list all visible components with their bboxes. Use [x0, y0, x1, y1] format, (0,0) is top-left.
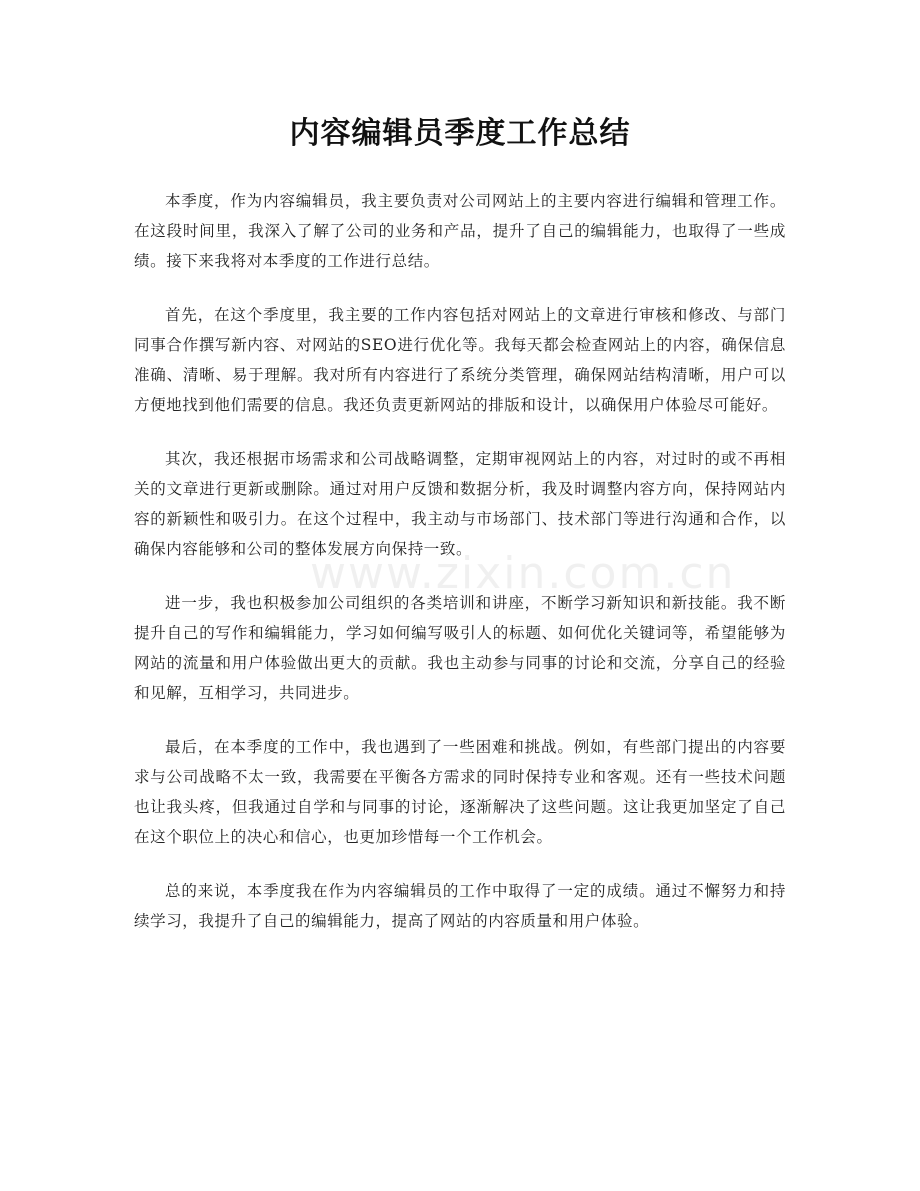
watermark-text: www.zixin.com.cn — [310, 548, 736, 599]
document-body — [134, 186, 786, 960]
paragraph-finally: 最后，在本季度的工作中，我也遇到了一些困难和挑战。例如，有些部门提出的内容要求与公司战略不太一致，我需要在平衡各方需求的同时保持专业和客观。还有一些技术问题也让我头疼，但我通过自学和与同事的讨论，逐渐解决了这些问题。这让我更加坚定了自己在这个职位上的决心和信心，也更加珍惜每一个工作机会。 — [134, 738, 786, 846]
paragraph-second: 其次，我还根据市场需求和公司战略调整，定期审视网站上的内容，对过时的或不再相关的文章进行更新或删除。通过对用户反馈和数据分析，我及时调整内容方向，保持网站内容的新颖性和吸引力。在这个过程中，我主动与市场部门、技术部门等进行沟通和合作，以确保内容能够和公司的整体发展方向保持一致。 — [134, 450, 786, 558]
paragraph-intro: 本季度，作为内容编辑员，我主要负责对公司网站上的主要内容进行编辑和管理工作。在这段时间里，我深入了解了公司的业务和产品，提升了自己的编辑能力，也取得了一些成绩。接下来我将对本季度的工作进行总结。 — [134, 192, 786, 270]
paragraph-further: 进一步，我也积极参加公司组织的各类培训和讲座，不断学习新知识和新技能。我不断提升自己的写作和编辑能力，学习如何编写吸引人的标题、如何优化关键词等，希望能够为网站的流量和用户体验做出更大的贡献。我也主动参与同事的讨论和交流，分享自己的经验和见解，互相学习，共同进步。 — [134, 594, 786, 702]
document-title: 内容编辑员季度工作总结 — [289, 116, 631, 151]
paragraph-summary: 总的来说，本季度我在作为内容编辑员的工作中取得了一定的成绩。通过不懈努力和持续学习，我提升了自己的编辑能力，提高了网站的内容质量和用户体验。 — [134, 882, 786, 930]
paragraph-first: 首先，在这个季度里，我主要的工作内容包括对网站上的文章进行审核和修改、与部门同事合作撰写新内容、对网站的SEO进行优化等。我每天都会检查网站上的内容，确保信息准确、清晰、易于理解。我对所有内容进行了系统分类管理，确保网站结构清晰，用户可以方便地找到他们需要的信息。我还负责更新网站的排版和设计，以确保用户体验尽可能好。 — [134, 306, 786, 414]
